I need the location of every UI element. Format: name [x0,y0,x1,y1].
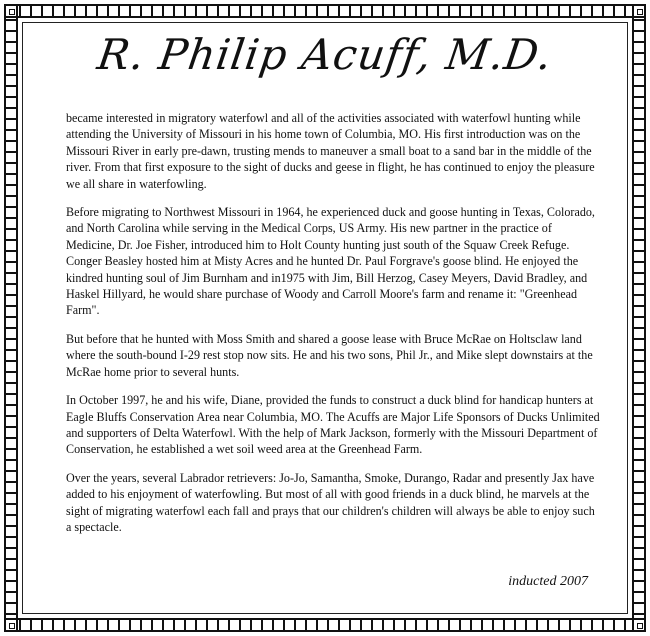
biography-paragraph: Before migrating to Northwest Missouri in 1964, he experienced duck and goose hunting in Texas, Colorado, and North Carolina while serving in the Medical Corps, US Army. His new partner in the practice of Medicine, Dr. Joe Fisher, introduced him to Holt County hunting just south of the Squaw Creek Refuge. Conger Beasley hosted him at Misty Acres and he hunted Dr. Paul Forgrave's goose blind. He enjoyed the kindred hunting soul of Jim Burnham and in1975 with Jim, Bill Herzog, Casey Meyers, David Bradley, and Haskel Hillyard, he would share purchase of Woody and Carroll Moore's farm and rename it: "Greenhead Farm". [66,205,595,318]
biography-text [66,110,601,547]
border-left [4,8,18,628]
border-bottom [8,618,642,632]
biography-paragraph: Over the years, several Labrador retrievers: Jo-Jo, Samantha, Smoke, Durango, Radar and presently Jax have added to his enjoyment of waterfowling. But most of all with good friends in a duck blind, he marvels at the sight of migrating waterfowl each fall and prays that our children's children will always be able to enjoy such a spectacle. [66,470,595,534]
border-top [8,4,642,18]
corner-ornament [4,4,18,18]
biography-paragraph: But before that he hunted with Moss Smith and shared a goose lease with Bruce McRae on Holtsclaw land where the south-bound I-29 rest stop now sits. He and his two sons, Phil Jr., and Mike slept downstairs at the McRae home prior to several hunts. [66,331,593,379]
corner-ornament [4,618,18,632]
corner-ornament [632,4,646,18]
biography-paragraph: In October 1997, he and his wife, Diane, provided the funds to construct a duck blind for handicap hunters at Eagle Bluffs Conservation Area near Columbia, MO. The Acuffs are Major Life Sponsors of Ducks Unlimited and supporters of Delta Waterfowl. With the help of Mark Jackson, formerly with the Missouri Department of Conservation, he established a wet soil weed area at the Greenhead Farm. [66,393,600,457]
biography-paragraph: became interested in migratory waterfowl and all of the activities associated with waterfowl hunting while attending the University of Missouri in his home town of Columbia, MO. His first introduction was on the Missouri River in early pre-dawn, trusting mends to maneuver a small boat to a sand bar in the middle of the river. From that first exposure to the sight of ducks and geese in flight, he has continued to enjoy the pleasure we all share in waterfowling. [66,111,595,191]
induction-year: inducted 2007 [508,574,588,589]
corner-ornament [632,618,646,632]
border-right [632,8,646,628]
inductee-name-title: R. Philip Acuff, M.D. [94,30,556,79]
